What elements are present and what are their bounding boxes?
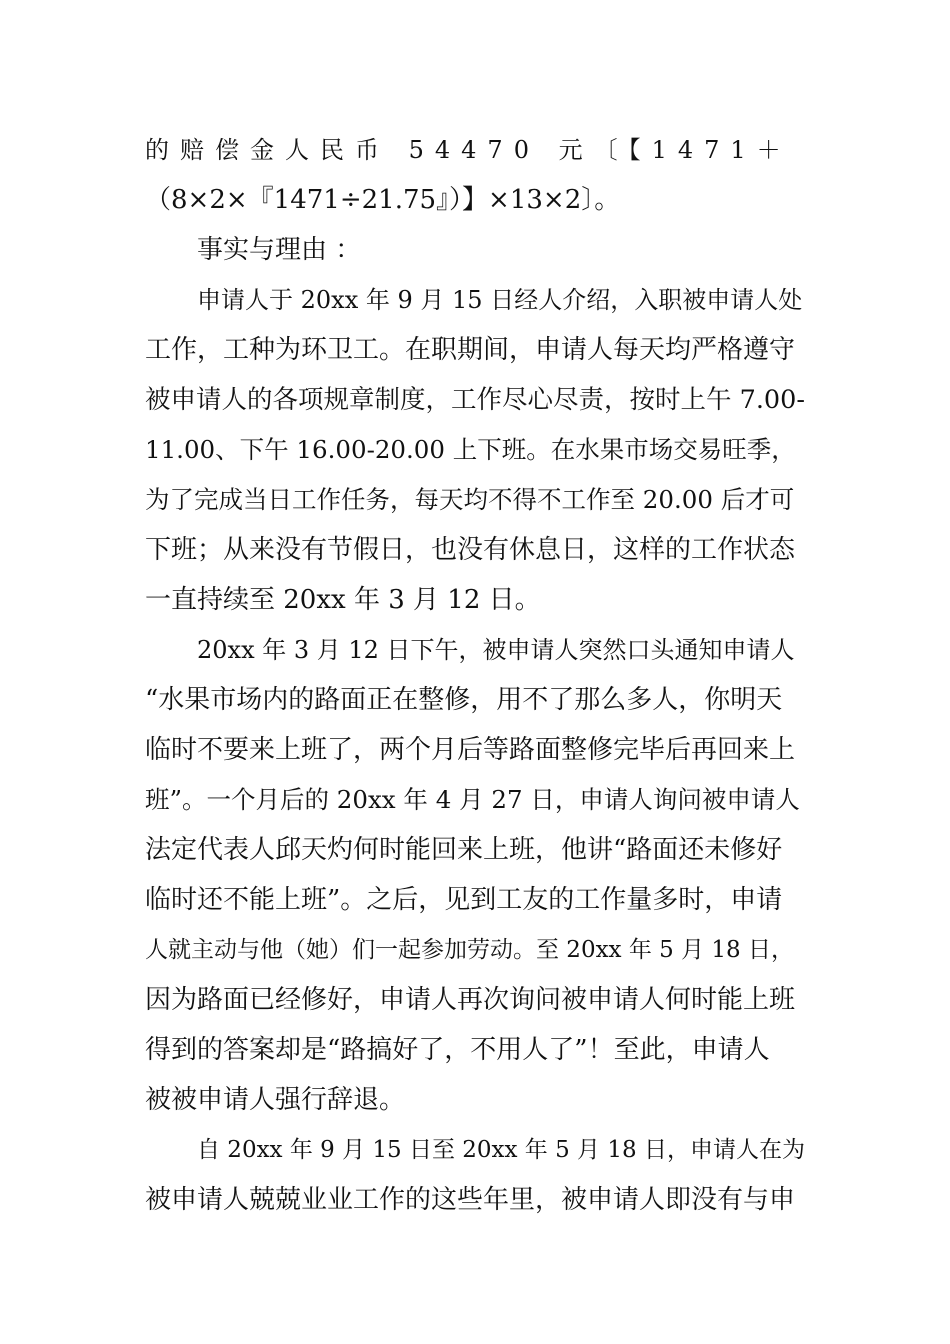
- section-heading: 事实与理由 ：: [197, 235, 362, 265]
- text-line-15: 法定代表人邱天灼何时能回来上班，他讲“路面还未修好: [145, 835, 783, 865]
- text-line-13: 临时不要来上班了，两个月后等路面整修完毕后再回来上: [145, 735, 796, 765]
- text-line-10: 一直持续至 20xx 年 3 月 12 日。: [145, 585, 541, 615]
- text-line-18: 因为路面已经修好，申请人再次询问被申请人何时能上班: [145, 985, 796, 1015]
- text-line-22: 被申请人兢兢业业工作的这些年里，被申请人即没有与申: [145, 1185, 796, 1215]
- text-line-6: 被申请人的各项规章制度，工作尽心尽责，按时上午 7.00-: [145, 385, 806, 415]
- text-line-21: 自 20xx 年 9 月 15 日至 20xx 年 5 月 18 日，申请人在为: [197, 1137, 805, 1163]
- text-line-8: 为了完成当日工作任务，每天均不得不工作至 20.00 后才可: [145, 485, 795, 514]
- text-line-7: 11.00、下午 16.00-20.00 上下班。在水果市场交易旺季，: [145, 435, 796, 464]
- text-line-20: 被被申请人强行辞退。: [145, 1085, 406, 1115]
- text-line-14: 班”。一个月后的 20xx 年 4 月 27 日，申请人询问被申请人: [145, 785, 800, 814]
- text-line-4: 申请人于 20xx 年 9 月 15 日经人介绍，入职被申请人处: [197, 286, 803, 314]
- text-line-19: 得到的答案却是“路搞好了，不用人了”！至此，申请人: [145, 1035, 770, 1065]
- text-line-16: 临时还不能上班”。之后，见到工友的工作量多时，申请: [145, 885, 783, 915]
- text-line-9: 下班；从来没有节假日，也没有休息日，这样的工作状态: [145, 535, 796, 565]
- text-line-12: “水果市场内的路面正在整修，用不了那么多人，你明天: [145, 685, 783, 715]
- text-line-5: 工作，工种为环卫工。在职期间，申请人每天均严格遵守: [145, 335, 796, 365]
- text-line-1: 的赔偿金人民币 54470 元〔【1471＋: [145, 136, 792, 164]
- text-line-17: 人就主动与他（她）们一起参加劳动。至 20xx 年 5 月 18 日，: [145, 937, 794, 963]
- text-line-11: 20xx 年 3 月 12 日下午，被申请人突然口头通知申请人: [197, 636, 795, 664]
- text-line-2: （8×2×『1471÷21.75』）】×13×2〕。: [145, 185, 621, 215]
